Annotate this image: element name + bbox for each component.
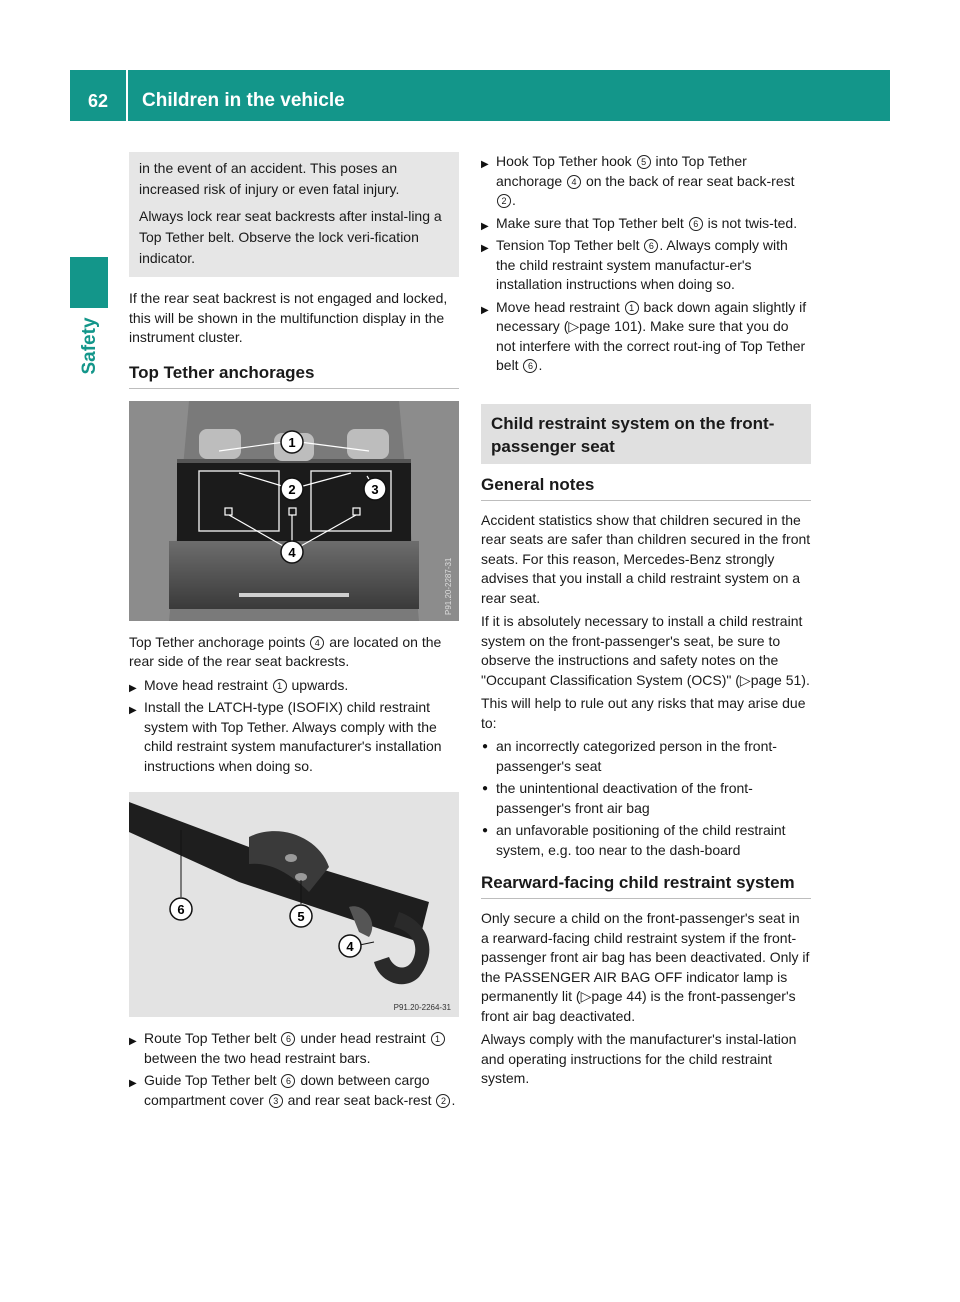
svg-text:5: 5 xyxy=(297,909,305,924)
callout-1 xyxy=(281,431,303,453)
svg-text:6: 6 xyxy=(177,902,185,917)
general-notes-p1: Accident statistics show that children secured in the rear seats are safer than children secured in the front seats. For this reason, Mercedes-Benz strongly advises that you install a child restraint system on a rear seat. xyxy=(481,511,811,606)
general-notes-p3: This will help to rule out any risks that may arise due to: xyxy=(481,695,806,731)
callout-2 xyxy=(281,478,303,500)
anchorage-points-paragraph: Top Tether anchorage points 4 are located on the rear side of the rear seat backrests. xyxy=(129,633,442,669)
step-lower-head-restraint: ▶ Move head restraint 1 back down again slightly if necessary (▷page 101). Make sure that you do not interfere with the correct rout-ing of Top Tether belt 6 . xyxy=(481,298,811,376)
list-item: ● the unintentional deactivation of the front-passenger's front air bag xyxy=(481,779,811,818)
callout-ref-4: 4 xyxy=(310,636,324,650)
step-tension-belt: ▶ Tension Top Tether belt 6 . Always comply with the child restraint system manufactur-er's installation instructions when doing so. xyxy=(481,236,811,295)
page-ref-arrow: ▷ xyxy=(739,671,751,688)
figure-top-tether-hook xyxy=(129,792,459,1017)
list-item: ● an incorrectly categorized person in the front-passenger's seat xyxy=(481,737,811,776)
head-restraint-right xyxy=(347,429,389,459)
rearward-p2: Always comply with the manufacturer's instal-lation and operating instructions for the child restraint system. xyxy=(481,1031,797,1086)
section-heading-top-tether: Top Tether anchorages xyxy=(129,362,459,389)
subheading-general-notes: General notes xyxy=(481,474,811,501)
rearward-p1: Only secure a child on the front-passenger's seat in a rearward-facing child restraint system if the front-passenger front air bag has been deactivated. Only if the PASSENGER AIR BAG OFF indicator lamp is permanently lit (▷page 44) is the front-passenger's front air bag deactivated. xyxy=(481,910,810,1024)
head-restraint-left xyxy=(199,429,241,459)
steps-list-2 xyxy=(129,1029,459,1110)
svg-text:2: 2 xyxy=(288,481,296,497)
list-item: ● an unfavorable positioning of the child restraint system, e.g. too near to the dash-board xyxy=(481,821,811,860)
figure-top-tether-anchorages xyxy=(129,401,459,621)
callout-6 xyxy=(170,898,192,920)
page-ref-link[interactable]: page 101 xyxy=(579,318,638,334)
section-heading-front-passenger: Child restraint system on the front-passenger seat xyxy=(481,404,811,464)
page-ref-link[interactable]: page 51 xyxy=(750,671,802,688)
adjuster-rivet-2 xyxy=(295,873,307,881)
cargo-area-illustration xyxy=(129,401,459,621)
right-column xyxy=(481,152,811,1093)
general-notes-p2: If it is absolutely necessary to install a child restraint system on the front-passenger's seat, be sure to observe the instructions and safety notes on the "Occupant Classification System (OCS)" (▷page 51). xyxy=(481,613,810,688)
step-guide-belt: ▶ Guide Top Tether belt 6 down between cargo compartment cover 3 and rear seat back-rest 2 . xyxy=(129,1071,459,1110)
svg-text:3: 3 xyxy=(371,481,379,497)
warning-text-2: Always lock rear seat backrests after instal-ling a Top Tether belt. Observe the lock veri-fication indicator. xyxy=(139,208,442,266)
step-route-belt: ▶ Route Top Tether belt 6 under head restraint 1 between the two head restraint bars. xyxy=(129,1029,459,1068)
callout-4 xyxy=(281,541,303,563)
warning-text-1: in the event of an accident. This poses an increased risk of injury or even fatal injury. xyxy=(139,160,400,197)
steps-list-3 xyxy=(481,152,811,376)
seat-backrests xyxy=(177,461,411,541)
figure-code: P91.20-2287-31 xyxy=(444,557,453,615)
page-ref-link[interactable]: page 44 xyxy=(591,988,642,1004)
page-ref-arrow: ▷ xyxy=(568,318,580,334)
warning-box xyxy=(129,152,459,277)
subheading-rearward-facing: Rearward-facing child restraint system xyxy=(481,872,811,899)
step-install-latch: ▶ Install the LATCH-type (ISOFIX) child restraint system with Top Tether. Always comply with the child restraint system manufacturer's installation instructions when doing so. xyxy=(129,698,459,776)
step-check-twist: ▶ Make sure that Top Tether belt 6 is not twis-ted. xyxy=(481,214,811,234)
steps-list-1 xyxy=(129,676,459,777)
page-number: 62 xyxy=(87,91,109,111)
chapter-title: Children in the vehicle xyxy=(142,90,345,111)
page-ref-arrow: ▷ xyxy=(580,988,592,1004)
header-divider xyxy=(126,70,128,121)
left-column xyxy=(129,152,459,1114)
callout-4b xyxy=(339,935,361,957)
step-move-head-restraint: ▶ Move head restraint 1 upwards. xyxy=(129,676,459,696)
callout-3 xyxy=(364,478,386,500)
callout-5 xyxy=(290,905,312,927)
sill-trim xyxy=(239,593,349,597)
section-tab-label: Safety xyxy=(79,317,100,375)
adjuster-rivet-1 xyxy=(285,854,297,862)
figure-code: P91.20-2264-31 xyxy=(393,1003,451,1012)
svg-text:4: 4 xyxy=(346,939,354,954)
intro-paragraph: If the rear seat backrest is not engaged and locked, this will be shown in the multifunction display in the instrument cluster. xyxy=(129,290,448,345)
risk-list xyxy=(481,737,811,860)
svg-text:4: 4 xyxy=(288,544,296,560)
step-hook-tether: ▶ Hook Top Tether hook 5 into Top Tether anchorage 4 on the back of rear seat back-rest 2 . xyxy=(481,152,811,211)
page-header xyxy=(70,70,890,121)
hook-illustration xyxy=(129,792,459,1017)
section-tab-marker xyxy=(70,257,108,308)
svg-text:1: 1 xyxy=(288,434,296,450)
